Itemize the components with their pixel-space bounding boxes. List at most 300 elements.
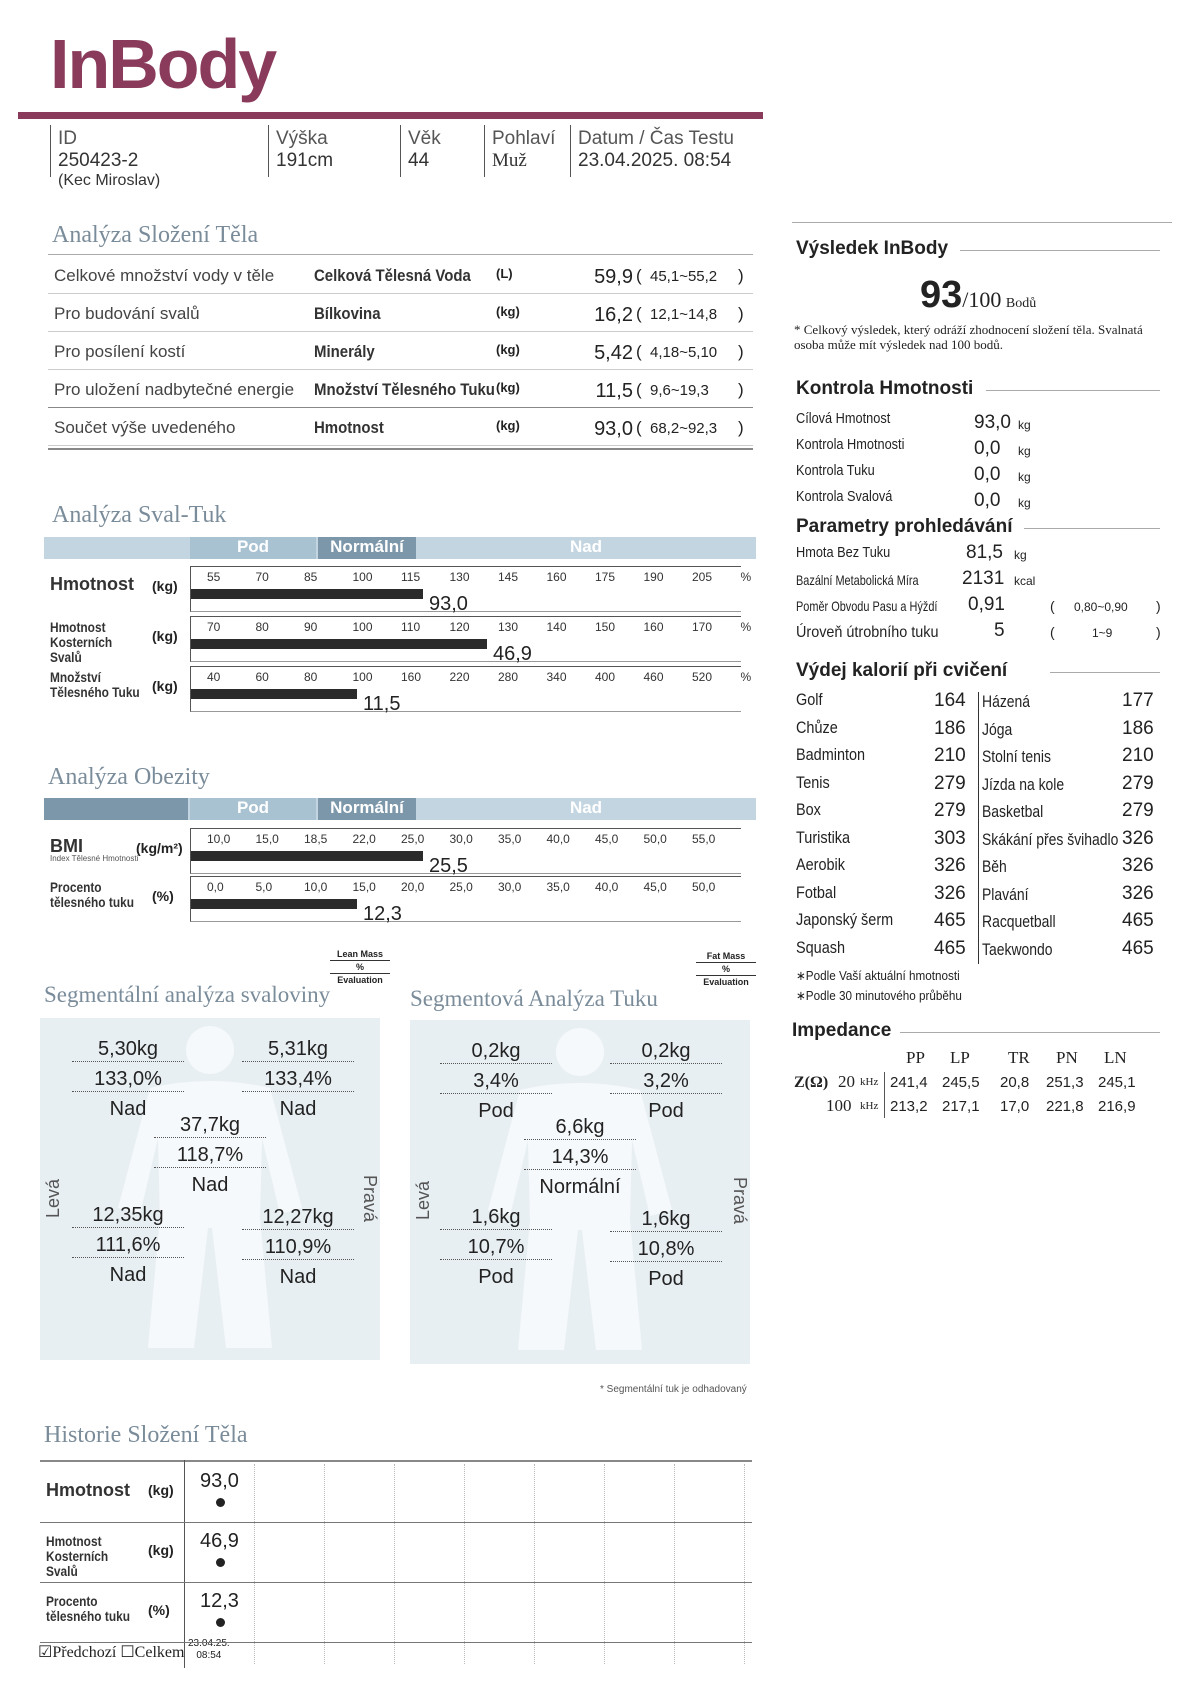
history-point: [216, 1618, 225, 1627]
composition-desc: Celkové množství vody v těle: [54, 266, 275, 285]
whr-label: Poměr Obvodu Pasu a Hýždí: [796, 598, 938, 614]
calorie-value: 326: [934, 855, 966, 876]
impedance-value: 245,5: [942, 1074, 980, 1091]
segmental-fat-panel: [410, 1020, 750, 1364]
impedance-col: LN: [1104, 1048, 1127, 1067]
bar-row-name: BMI: [50, 836, 83, 856]
sex-label: Pohlaví: [492, 128, 556, 149]
composition-row: [48, 296, 753, 332]
calorie-activity: Fotbal: [796, 882, 837, 902]
history-row: [40, 1584, 752, 1643]
bmr-unit: kcal: [1014, 574, 1036, 588]
tick-label: %: [740, 620, 752, 634]
calorie-value: 465: [934, 937, 966, 959]
tick-label: 35,0: [546, 880, 570, 894]
lean-left-arm-mass: 5,30kg: [72, 1038, 184, 1062]
weight-control-value: 0,0: [974, 464, 1001, 485]
calorie-value: 177: [1122, 690, 1154, 711]
legend-evaluation: Evaluation: [337, 975, 383, 985]
calorie-value: 186: [934, 717, 966, 739]
range-close-paren: ): [738, 304, 744, 323]
composition-value: 16,2: [594, 304, 633, 326]
bar-row-sub: Index Tělesné Hmotnosti: [50, 854, 139, 863]
bar-value: 11,5: [363, 693, 401, 715]
header-divider: [50, 125, 51, 177]
tick-label: 35,0: [498, 832, 522, 846]
whr-range: 0,80~0,90: [1074, 600, 1128, 614]
calorie-value: 465: [1122, 937, 1154, 959]
height-value: 191cm: [276, 150, 334, 171]
range-open-paren: (: [636, 304, 642, 323]
divider: [48, 369, 753, 370]
weight-control-label: Kontrola Svalová: [796, 488, 893, 505]
history-time-value: 08:54: [196, 1650, 222, 1661]
weight-control-value: 0,0: [974, 438, 1001, 459]
tick-label: 100: [352, 620, 373, 634]
vf-close-paren: ): [1156, 624, 1161, 640]
history-row: [40, 1464, 752, 1523]
fat-trunk-percent: 14,3%: [524, 1146, 636, 1170]
tick-label: 100: [352, 670, 373, 684]
header-divider: [400, 125, 401, 177]
logo-divider: [18, 112, 763, 119]
impedance-value: 20,8: [1000, 1074, 1030, 1091]
calorie-value: 326: [1122, 855, 1154, 876]
tick-label: 160: [401, 670, 422, 684]
composition-name: Množství Tělesného Tuku: [314, 380, 495, 399]
impedance-z-label: Z(Ω): [794, 1074, 829, 1091]
calorie-value: 326: [1122, 827, 1154, 849]
divider: [48, 293, 753, 294]
weight-control-title: Kontrola Hmotnosti: [796, 378, 974, 399]
bar-fill: [191, 689, 357, 699]
composition-unit: (L): [496, 266, 513, 281]
calorie-activity: Badminton: [796, 745, 866, 764]
composition-unit: (kg): [496, 418, 520, 433]
history-filter: [38, 1642, 184, 1662]
bar-scale: [190, 666, 752, 715]
bar-row: [48, 666, 753, 715]
checkbox-empty-icon[interactable]: ☐: [120, 1644, 135, 1661]
composition-value: 59,9: [594, 266, 633, 288]
history-row-unit: (%): [148, 1602, 170, 1618]
ffm-unit: kg: [1014, 548, 1027, 562]
calorie-activity: Jóga: [982, 719, 1013, 739]
lean-trunk-eval: Nad: [191, 1174, 229, 1196]
history-row-value: 93,0: [200, 1470, 239, 1492]
header-divider: [484, 125, 485, 177]
calorie-activity: Tenis: [796, 772, 830, 792]
score-display: [920, 274, 1036, 317]
fat-left-arm-eval: Pod: [478, 1100, 514, 1122]
vf-label: Úroveň útrobního tuku: [796, 624, 939, 641]
tick-label: 40: [207, 670, 221, 684]
bar-row-unit: (kg/m²): [136, 840, 183, 856]
bar-value: 25,5: [429, 855, 468, 877]
tick-label: 30,0: [449, 832, 473, 846]
weight-control-label: Kontrola Hmotnosti: [796, 436, 905, 453]
whr-close-paren: ): [1156, 598, 1161, 614]
tick-label: 20,0: [401, 880, 425, 894]
tick-label: 100: [352, 570, 373, 584]
band-low-label: Pod: [236, 537, 270, 556]
score-unit: Bodů: [1005, 296, 1037, 311]
tick-label: 80: [255, 620, 269, 634]
history-row-unit: (kg): [148, 1482, 174, 1498]
date-value: 23.04.2025. 08:54: [578, 150, 732, 171]
tick-label: 130: [498, 620, 519, 634]
composition-unit: (kg): [496, 304, 520, 319]
lean-right-side-label: Pravá: [360, 1174, 381, 1223]
divider: [792, 222, 1172, 223]
header-divider: [570, 125, 571, 177]
bar-row-name: Hmotnost Kosterních Svalů: [50, 619, 113, 665]
tick-label: 70: [255, 570, 269, 584]
checkbox-checked-icon[interactable]: ☑: [38, 1644, 53, 1661]
tick-label: 150: [595, 620, 616, 634]
calorie-value: 303: [934, 827, 966, 849]
bar-row-unit: (kg): [152, 678, 178, 694]
bar-row-unit: (%): [152, 888, 174, 904]
composition-value: 11,5: [595, 380, 633, 402]
bmr-label: Bazální Metabolická Míra: [796, 572, 919, 588]
tick-label: 160: [643, 620, 664, 634]
research-params: [796, 544, 1166, 644]
weight-control-label: Cílová Hmotnost: [796, 410, 891, 427]
fat-trunk-mass: 6,6kg: [524, 1116, 636, 1140]
weight-control-label: Kontrola Tuku: [796, 462, 875, 479]
impedance-value: 241,4: [890, 1074, 928, 1091]
tick-label: 460: [643, 670, 664, 684]
bar-scale: [190, 616, 752, 665]
impedance-col: PN: [1056, 1048, 1078, 1067]
calorie-activity: Běh: [982, 857, 1007, 876]
composition-value: 5,42: [594, 342, 633, 364]
composition-name: Celková Tělesná Voda: [314, 266, 471, 285]
lean-left-arm-percent: 133,0%: [72, 1068, 184, 1092]
tick-label: 220: [449, 670, 470, 684]
tick-label: 520: [692, 670, 713, 684]
obesity-title: Analýza Obezity: [48, 764, 210, 790]
range-open-paren: (: [636, 342, 642, 361]
fat-trunk-eval: Normální: [539, 1176, 621, 1198]
calorie-activity: Jízda na kole: [982, 774, 1065, 794]
divider: [48, 254, 753, 255]
composition-range: 4,18~5,10: [650, 344, 718, 361]
history-date-value: 23.04.25.: [188, 1638, 230, 1649]
lean-right-arm-percent: 133,4%: [242, 1068, 354, 1092]
lean-trunk-mass: 37,7kg: [154, 1114, 266, 1138]
range-close-paren: ): [738, 342, 744, 361]
history-point: [216, 1558, 225, 1567]
fat-right-leg-percent: 10,8%: [610, 1238, 722, 1262]
lean-left-leg-mass: 12,35kg: [72, 1204, 184, 1228]
calorie-value: 164: [934, 690, 966, 711]
bmr-value: 2131: [962, 568, 1005, 589]
divider: [900, 1032, 1160, 1033]
whr-open-paren: (: [1050, 598, 1055, 614]
lean-right-leg-eval: Nad: [279, 1266, 317, 1288]
impedance-freq: 20: [838, 1072, 855, 1091]
legend-percent: %: [696, 963, 756, 976]
tick-label: 15,0: [352, 880, 376, 894]
band-high-label: Nad: [569, 537, 603, 556]
fat-left-leg-mass: 1,6kg: [440, 1206, 552, 1230]
legend-evaluation: Evaluation: [703, 977, 749, 987]
lean-legend: [330, 948, 390, 986]
calorie-activity: Basketbal: [982, 802, 1044, 821]
tick-label: 10,0: [304, 880, 328, 894]
divider: [1024, 528, 1160, 529]
age-value: 44: [408, 150, 430, 171]
tick-label: 50,0: [643, 832, 667, 846]
tick-label: %: [740, 670, 752, 684]
impedance-freq: 100: [826, 1096, 852, 1115]
tick-label: 60: [255, 670, 269, 684]
id-label: ID: [58, 128, 77, 149]
calorie-activity: Golf: [796, 690, 823, 709]
calorie-activity: Box: [796, 800, 821, 819]
band-low-label: Pod: [236, 798, 270, 817]
weight-control-unit: kg: [1018, 496, 1031, 510]
fat-left-leg-eval: Pod: [478, 1266, 514, 1288]
composition-desc: Pro budování svalů: [54, 304, 200, 323]
history-row-value: 46,9: [200, 1530, 239, 1552]
divider: [986, 390, 1160, 391]
bar-row: [48, 616, 753, 665]
impedance-col: LP: [950, 1048, 970, 1067]
lean-left-arm-eval: Nad: [109, 1098, 147, 1120]
composition-title: Analýza Složení Těla: [52, 222, 259, 248]
tick-label: %: [740, 570, 752, 584]
tick-label: 50,0: [692, 880, 716, 894]
history-gridline: [744, 1464, 746, 1664]
tick-label: 45,0: [643, 880, 667, 894]
range-close-paren: ): [738, 418, 744, 437]
composition-row: [48, 372, 753, 408]
tick-label: 90: [304, 620, 318, 634]
calorie-activity: Taekwondo: [982, 939, 1053, 959]
lean-right-leg-percent: 110,9%: [242, 1236, 354, 1260]
score-value: 93: [920, 274, 963, 316]
bar-fill-extended: [435, 639, 487, 649]
calorie-activity: Racquetball: [982, 912, 1056, 931]
weight-control-unit: kg: [1018, 444, 1031, 458]
calories-divider: [978, 692, 979, 964]
bar-scale: [190, 828, 741, 877]
research-title: Parametry prohledávání: [796, 516, 1013, 537]
muscle-fat-title: Analýza Sval-Tuk: [52, 502, 227, 528]
divider: [960, 250, 1160, 251]
vf-open-paren: (: [1050, 624, 1055, 640]
impedance-value: 221,8: [1046, 1098, 1084, 1115]
tick-label: 190: [643, 570, 664, 584]
fat-right-arm-eval: Pod: [648, 1100, 684, 1122]
weight-control-unit: kg: [1018, 418, 1031, 432]
lean-left-side-label: Levá: [43, 1178, 64, 1219]
tick-label: 55: [207, 570, 221, 584]
band-normal-label: Normální: [330, 798, 404, 817]
vf-value: 5: [994, 620, 1005, 641]
range-close-paren: ): [738, 380, 744, 399]
calorie-activity: Stolní tenis: [982, 747, 1051, 766]
history-title: Historie Složení Těla: [44, 1422, 248, 1448]
calorie-value: 186: [1122, 717, 1154, 739]
bar-row-name: Množství Tělesného Tuku: [50, 669, 140, 700]
lean-left-leg-percent: 111,6%: [72, 1234, 184, 1258]
calorie-value: 465: [934, 910, 966, 931]
age-label: Věk: [408, 128, 441, 149]
impedance-value: 216,9: [1098, 1098, 1136, 1115]
segmental-fat-note: * Segmentální tuk je odhadovaný: [600, 1384, 747, 1395]
impedance-title: Impedance: [792, 1020, 892, 1041]
tick-label: 80: [304, 670, 318, 684]
calories-note-2: ∗Podle 30 minutového průběhu: [796, 988, 962, 1003]
tick-label: 5,0: [255, 880, 273, 894]
sex-value: Muž: [492, 150, 527, 171]
calorie-activity: Chůze: [796, 717, 838, 737]
tick-label: 110: [401, 620, 421, 634]
fat-legend: [696, 950, 756, 988]
bar-row: [48, 876, 753, 925]
lean-left-leg-eval: Nad: [109, 1264, 147, 1286]
score-note: * Celkový výsledek, který odráží zhodnocení složení těla. Svalnatá osoba může mít výsledek nad 100 bodů.: [794, 322, 1143, 352]
range-close-paren: ): [738, 266, 744, 285]
filter-previous[interactable]: Předchozí: [52, 1644, 117, 1661]
impedance-value: 217,1: [942, 1098, 980, 1115]
tick-label: 340: [546, 670, 567, 684]
history-row-name: Hmotnost: [46, 1480, 130, 1500]
history-gridline: [534, 1464, 536, 1664]
fat-left-arm-mass: 0,2kg: [440, 1040, 552, 1064]
divider: [1050, 672, 1160, 673]
calorie-activity: Aerobik: [796, 855, 845, 874]
calorie-activity: Skákání přes švihadlo: [982, 829, 1119, 849]
segmental-fat-title: Segmentová Analýza Tuku: [410, 986, 658, 1011]
tick-label: 18,5: [304, 832, 328, 846]
calorie-value: 210: [934, 745, 966, 766]
tick-label: 40,0: [595, 880, 619, 894]
score-max: /100: [962, 287, 1002, 312]
legend-mass: Fat Mass: [696, 950, 756, 963]
history-gridline: [604, 1464, 606, 1664]
bar-value: 93,0: [429, 593, 468, 615]
calorie-activity: Turistika: [796, 827, 851, 847]
band-high-label: Nad: [569, 798, 603, 817]
composition-name: Minerály: [314, 342, 375, 361]
composition-range: 12,1~14,8: [650, 306, 718, 323]
tick-label: 280: [498, 670, 519, 684]
tick-label: 120: [449, 620, 470, 634]
bar-fill: [191, 851, 423, 861]
lean-trunk-percent: 118,7%: [154, 1144, 266, 1168]
calories-note-1: ∗Podle Vaší aktuální hmotnosti: [796, 968, 960, 983]
tick-label: 40,0: [546, 832, 570, 846]
composition-unit: (kg): [496, 342, 520, 357]
history-row-unit: (kg): [148, 1542, 174, 1558]
calorie-activity: Plavání: [982, 884, 1029, 904]
tick-label: 140: [546, 620, 567, 634]
composition-desc: Pro uložení nadbytečné energie: [54, 380, 295, 399]
composition-row: [48, 258, 753, 294]
weight-control-value: 0,0: [974, 490, 1001, 511]
lean-right-leg-mass: 12,27kg: [242, 1206, 354, 1230]
tick-label: 15,0: [255, 832, 279, 846]
impedance-divider: [884, 1072, 885, 1118]
tick-label: 145: [498, 570, 519, 584]
lean-right-arm-eval: Nad: [279, 1098, 317, 1120]
ffm-value: 81,5: [966, 542, 1003, 563]
lean-right-arm-mass: 5,31kg: [242, 1038, 354, 1062]
date-label: Datum / Čas Testu: [578, 128, 734, 149]
date-field: [578, 128, 734, 172]
fat-right-leg-eval: Pod: [648, 1268, 684, 1290]
bar-row: [48, 566, 753, 615]
composition-range: 68,2~92,3: [650, 420, 718, 437]
bar-row-name: Procento tělesného tuku: [50, 879, 134, 910]
id-value: 250423-2: [58, 150, 139, 171]
fat-right-leg-mass: 1,6kg: [610, 1208, 722, 1232]
tick-label: 10,0: [207, 832, 231, 846]
bar-scale: [190, 566, 752, 615]
band-normal-label: Normální: [330, 537, 404, 556]
bar-row-unit: (kg): [152, 628, 178, 644]
band-left: [44, 798, 188, 820]
history-row-value: 12,3: [200, 1590, 239, 1612]
calorie-value: 279: [934, 800, 966, 821]
tick-label: 170: [692, 620, 713, 634]
bar-value: 12,3: [363, 903, 402, 925]
impedance-value: 213,2: [890, 1098, 928, 1115]
composition-row: [48, 334, 753, 370]
calorie-activity: Squash: [796, 937, 846, 957]
composition-name: Bílkovina: [314, 304, 381, 323]
tick-label: 25,0: [401, 832, 425, 846]
filter-all[interactable]: Celkem: [134, 1644, 185, 1661]
divider: [48, 448, 753, 450]
history-gridline: [394, 1464, 396, 1664]
tick-label: 160: [546, 570, 567, 584]
divider: [48, 407, 753, 408]
tick-label: 55,0: [692, 832, 716, 846]
composition-range: 45,1~55,2: [650, 268, 718, 285]
composition-unit: (kg): [496, 380, 520, 395]
composition-desc: Součet výše uvedeného: [54, 418, 236, 437]
calorie-value: 465: [1122, 910, 1154, 931]
score-title: Výsledek InBody: [796, 238, 949, 259]
bar-row: [48, 828, 753, 877]
bar-row-name: Hmotnost: [50, 574, 134, 594]
fat-right-arm-mass: 0,2kg: [610, 1040, 722, 1064]
calories-title: Výdej kalorií při cvičení: [796, 660, 1008, 681]
impedance-value: 17,0: [1000, 1098, 1030, 1115]
tick-label: 70: [207, 620, 221, 634]
inbody-logo: InBody: [50, 25, 276, 103]
impedance-freq-unit: kHz: [860, 1100, 879, 1112]
history-gridline: [464, 1464, 466, 1664]
composition-name: Hmotnost: [314, 418, 384, 437]
tick-label: 85: [304, 570, 318, 584]
divider: [48, 331, 753, 332]
tick-label: 45,0: [595, 832, 619, 846]
fat-left-side-label: Levá: [413, 1180, 434, 1221]
impedance-value: 245,1: [1098, 1074, 1136, 1091]
bar-scale: [190, 876, 741, 925]
bar-fill: [191, 899, 357, 909]
impedance-col: TR: [1008, 1048, 1030, 1067]
segmental-lean-panel: [40, 1018, 380, 1360]
calorie-activity: Japonský šerm: [796, 910, 894, 929]
